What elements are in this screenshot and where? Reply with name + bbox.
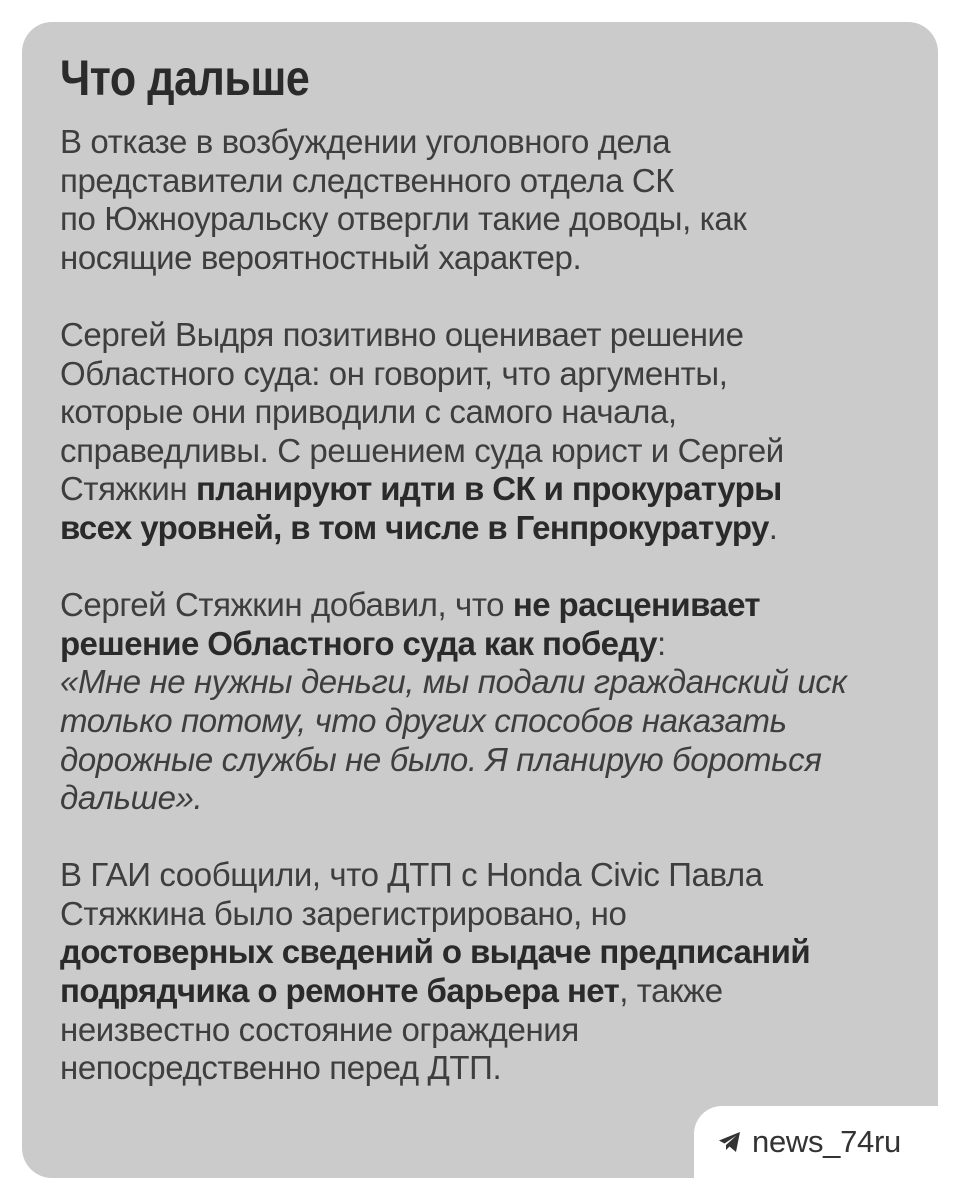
section-title: Что дальше [60, 50, 310, 106]
text-line: неизвестно состояние ограждения [60, 1010, 579, 1048]
text-line: В отказе в возбуждении уголовного дела [60, 123, 671, 160]
text-line: Сергей Выдря позитивно оценивает решение [60, 315, 744, 353]
text-line: по Южноуральску отвергли такие доводы, как [60, 200, 747, 238]
paragraph-1 [60, 123, 900, 277]
bold-text: достоверных сведений о выдаче предписаний [60, 933, 811, 971]
text-line: Стяжкина было зарегистрировано, но [60, 894, 627, 932]
quote-line: дорожные службы не было. Я планирую бороться [60, 740, 822, 778]
brand-label: news_74ru [752, 1124, 901, 1159]
text-line: которые они приводили с самого начала, [60, 393, 677, 431]
plain-text: Стяжкин [60, 470, 196, 508]
paragraph-4 [60, 856, 900, 1088]
text-line [60, 586, 900, 625]
article-body [60, 123, 900, 1088]
bold-text: решение Областного суда как победу [60, 624, 657, 662]
quote-line: «Мне не нужны деньги, мы подали гражданский иск [60, 663, 847, 701]
paragraph-3 [60, 586, 900, 818]
plain-text: , также [619, 972, 723, 1010]
text-line [60, 972, 900, 1011]
brand-signature[interactable] [718, 1120, 901, 1164]
bold-text: планируют идти в СК и прокуратуры [195, 470, 782, 508]
quote-line: дальше». [60, 779, 203, 817]
bold-text: всех уровней, в том числе в Генпрокуратуру [60, 508, 769, 546]
text-line [60, 470, 900, 509]
text-line [60, 509, 900, 548]
paragraph-2 [60, 316, 900, 548]
text-line: носящие вероятностный характер. [60, 238, 582, 276]
bold-text: подрядчика о ремонте барьера нет [60, 972, 620, 1010]
plain-text: : [656, 624, 666, 662]
quote-line: только потому, что других способов наказать [60, 701, 787, 739]
plain-text: Сергей Стяжкин добавил, что [60, 586, 513, 624]
text-line: непосредственно перед ДТП. [60, 1049, 502, 1087]
plain-text: . [768, 508, 778, 546]
text-line: Областного суда: он говорит, что аргументы, [60, 354, 728, 392]
text-line: В ГАИ сообщили, что ДТП с Honda Civic Павла [60, 856, 763, 894]
text-line: справедливы. С решением суда юрист и Сергей [60, 431, 784, 469]
bold-text: не расценивает [512, 586, 760, 624]
telegram-icon [718, 1131, 742, 1153]
text-line: представители следственного отдела СК [60, 161, 675, 199]
text-line [60, 625, 900, 664]
